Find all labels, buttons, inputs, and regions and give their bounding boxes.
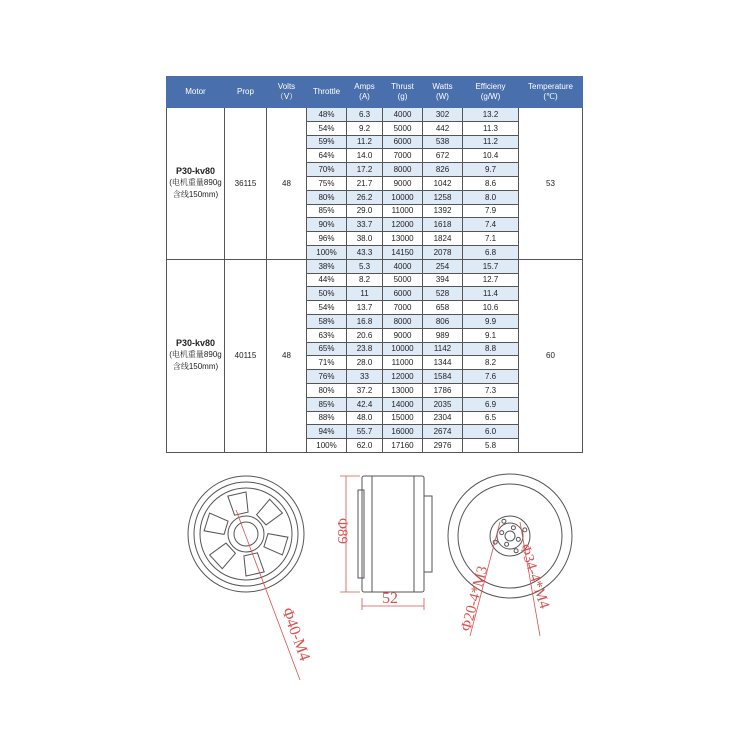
dim-diameter-label: Φ89 <box>334 518 350 544</box>
watts-cell: 806 <box>423 314 463 328</box>
watts-cell: 658 <box>423 301 463 315</box>
table-row <box>167 108 583 122</box>
efficiency-cell: 6.8 <box>463 245 519 259</box>
amps-cell: 9.2 <box>347 121 383 135</box>
watts-cell: 1142 <box>423 342 463 356</box>
rotor-slot <box>257 499 283 525</box>
volts-cell <box>267 108 307 260</box>
throttle-cell: 70% <box>307 163 347 177</box>
dim-front-label: Φ40-M4 <box>278 605 314 664</box>
motor-spec-table <box>166 76 583 453</box>
watts-cell: 672 <box>423 149 463 163</box>
efficiency-cell: 8.8 <box>463 342 519 356</box>
throttle-cell: 96% <box>307 232 347 246</box>
mounting-hole <box>511 526 515 530</box>
motor-cell <box>167 259 225 452</box>
rotor-slot <box>264 534 288 555</box>
header-cell: Prop <box>225 77 267 108</box>
throttle-cell: 100% <box>307 439 347 453</box>
amps-cell: 17.2 <box>347 163 383 177</box>
thrust-cell: 4000 <box>383 259 423 273</box>
efficiency-cell: 7.9 <box>463 204 519 218</box>
efficiency-cell: 9.9 <box>463 314 519 328</box>
watts-cell: 2078 <box>423 245 463 259</box>
efficiency-cell: 8.6 <box>463 176 519 190</box>
efficiency-cell: 12.7 <box>463 273 519 287</box>
watts-cell: 2674 <box>423 425 463 439</box>
throttle-cell: 80% <box>307 190 347 204</box>
efficiency-cell: 6.9 <box>463 397 519 411</box>
thrust-cell: 12000 <box>383 218 423 232</box>
amps-cell: 26.2 <box>347 190 383 204</box>
watts-cell: 989 <box>423 328 463 342</box>
thrust-cell: 11000 <box>383 204 423 218</box>
back-view <box>448 474 572 598</box>
motor-dimension-drawing <box>0 460 750 680</box>
side-view <box>358 476 432 592</box>
watts-cell: 302 <box>423 108 463 122</box>
efficiency-cell: 10.6 <box>463 301 519 315</box>
temperature-cell: 53 <box>519 108 583 260</box>
rotor-slot <box>244 553 264 576</box>
efficiency-cell: 6.0 <box>463 425 519 439</box>
throttle-cell: 71% <box>307 356 347 370</box>
amps-cell: 48.0 <box>347 411 383 425</box>
efficiency-cell: 11.4 <box>463 287 519 301</box>
watts-cell: 1392 <box>423 204 463 218</box>
throttle-cell: 100% <box>307 245 347 259</box>
throttle-cell: 48% <box>307 108 347 122</box>
throttle-cell: 75% <box>307 176 347 190</box>
throttle-cell: 54% <box>307 301 347 315</box>
throttle-cell: 59% <box>307 135 347 149</box>
prop-value: 40115 <box>234 351 257 361</box>
watts-cell: 2304 <box>423 411 463 425</box>
thrust-cell: 11000 <box>383 356 423 370</box>
efficiency-cell: 7.3 <box>463 383 519 397</box>
thrust-cell: 9000 <box>383 328 423 342</box>
throttle-cell: 85% <box>307 204 347 218</box>
amps-cell: 8.2 <box>347 273 383 287</box>
thrust-cell: 14000 <box>383 397 423 411</box>
efficiency-cell: 8.0 <box>463 190 519 204</box>
thrust-cell: 4000 <box>383 108 423 122</box>
thrust-cell: 9000 <box>383 176 423 190</box>
efficiency-cell: 13.2 <box>463 108 519 122</box>
rotor-slot <box>228 492 248 515</box>
motor-name: P30-kv80 <box>175 165 216 176</box>
thrust-cell: 6000 <box>383 135 423 149</box>
amps-cell: 33 <box>347 370 383 384</box>
throttle-cell: 85% <box>307 397 347 411</box>
header-cell: Thrust (g) <box>383 77 423 108</box>
thrust-cell: 7000 <box>383 149 423 163</box>
amps-cell: 33.7 <box>347 218 383 232</box>
thrust-cell: 5000 <box>383 273 423 287</box>
efficiency-cell: 9.1 <box>463 328 519 342</box>
watts-cell: 254 <box>423 259 463 273</box>
prop-cell <box>225 108 267 260</box>
volts-cell <box>267 259 307 452</box>
amps-cell: 20.6 <box>347 328 383 342</box>
motor-name: P30-kv80 <box>175 338 216 349</box>
motor-note: (电机重量890g含线150mm) <box>169 350 222 372</box>
efficiency-cell: 7.6 <box>463 370 519 384</box>
header-cell: Motor <box>167 77 225 108</box>
mounting-hole <box>502 519 506 523</box>
dim-back-outer-label: Φ34-4*M4 <box>516 542 553 611</box>
header-cell: Volts （V） <box>267 77 307 108</box>
dim-back-inner-label: Φ20-4*M3 <box>458 564 492 634</box>
throttle-cell: 50% <box>307 287 347 301</box>
throttle-cell: 65% <box>307 342 347 356</box>
front-view <box>188 476 304 592</box>
watts-cell: 2976 <box>423 439 463 453</box>
efficiency-cell: 7.4 <box>463 218 519 232</box>
header-cell: Throttle <box>307 77 347 108</box>
thrust-cell: 6000 <box>383 287 423 301</box>
amps-cell: 28.0 <box>347 356 383 370</box>
rotor-slot <box>204 513 228 534</box>
efficiency-cell: 5.8 <box>463 439 519 453</box>
thrust-cell: 10000 <box>383 342 423 356</box>
watts-cell: 442 <box>423 121 463 135</box>
watts-cell: 1584 <box>423 370 463 384</box>
thrust-cell: 16000 <box>383 425 423 439</box>
prop-value: 36115 <box>234 178 257 188</box>
thrust-cell: 7000 <box>383 301 423 315</box>
temperature-cell: 60 <box>519 259 583 452</box>
amps-cell: 5.3 <box>347 259 383 273</box>
header-cell: Amps (A) <box>347 77 383 108</box>
rotor-slot <box>210 543 236 569</box>
front-dimension <box>236 510 313 680</box>
watts-cell: 1618 <box>423 218 463 232</box>
thrust-cell: 13000 <box>383 383 423 397</box>
watts-cell: 1258 <box>423 190 463 204</box>
volts-value: 48 <box>282 178 291 188</box>
motor-note: (电机重量890g含线150mm) <box>169 177 222 199</box>
throttle-cell: 76% <box>307 370 347 384</box>
throttle-cell: 38% <box>307 259 347 273</box>
prop-cell <box>225 259 267 452</box>
header-cell: Efficieny (g/W) <box>463 77 519 108</box>
thrust-cell: 10000 <box>383 190 423 204</box>
dim-width-label: 52 <box>382 590 398 607</box>
header-cell: Watts (W) <box>423 77 463 108</box>
throttle-cell: 63% <box>307 328 347 342</box>
amps-cell: 55.7 <box>347 425 383 439</box>
mounting-hole <box>505 542 509 546</box>
amps-cell: 62.0 <box>347 439 383 453</box>
thrust-cell: 5000 <box>383 121 423 135</box>
throttle-cell: 54% <box>307 121 347 135</box>
efficiency-cell: 6.5 <box>463 411 519 425</box>
thrust-cell: 12000 <box>383 370 423 384</box>
efficiency-cell: 8.2 <box>463 356 519 370</box>
amps-cell: 13.7 <box>347 301 383 315</box>
amps-cell: 16.8 <box>347 314 383 328</box>
throttle-cell: 94% <box>307 425 347 439</box>
amps-cell: 14.0 <box>347 149 383 163</box>
throttle-cell: 44% <box>307 273 347 287</box>
mounting-hole <box>516 537 520 541</box>
watts-cell: 1824 <box>423 232 463 246</box>
amps-cell: 21.7 <box>347 176 383 190</box>
thrust-cell: 8000 <box>383 163 423 177</box>
throttle-cell: 58% <box>307 314 347 328</box>
thrust-cell: 14150 <box>383 245 423 259</box>
amps-cell: 11.2 <box>347 135 383 149</box>
back-dimensions <box>458 522 552 636</box>
watts-cell: 1786 <box>423 383 463 397</box>
watts-cell: 826 <box>423 163 463 177</box>
throttle-cell: 64% <box>307 149 347 163</box>
amps-cell: 38.0 <box>347 232 383 246</box>
watts-cell: 528 <box>423 287 463 301</box>
efficiency-cell: 15.7 <box>463 259 519 273</box>
watts-cell: 1344 <box>423 356 463 370</box>
mounting-hole <box>500 531 504 535</box>
table-row <box>167 259 583 273</box>
watts-cell: 394 <box>423 273 463 287</box>
watts-cell: 538 <box>423 135 463 149</box>
efficiency-cell: 11.3 <box>463 121 519 135</box>
table-header-row <box>167 77 583 108</box>
amps-cell: 11 <box>347 287 383 301</box>
mounting-hole <box>523 528 527 532</box>
watts-cell: 2035 <box>423 397 463 411</box>
efficiency-cell: 9.7 <box>463 163 519 177</box>
efficiency-cell: 11.2 <box>463 135 519 149</box>
header-cell: Temperature (℃) <box>519 77 583 108</box>
amps-cell: 23.8 <box>347 342 383 356</box>
watts-cell: 1042 <box>423 176 463 190</box>
volts-value: 48 <box>282 351 291 361</box>
motor-cell <box>167 108 225 260</box>
thrust-cell: 13000 <box>383 232 423 246</box>
amps-cell: 37.2 <box>347 383 383 397</box>
thrust-cell: 8000 <box>383 314 423 328</box>
efficiency-cell: 7.1 <box>463 232 519 246</box>
throttle-cell: 90% <box>307 218 347 232</box>
efficiency-cell: 10.4 <box>463 149 519 163</box>
table-body <box>167 108 583 453</box>
thrust-cell: 15000 <box>383 411 423 425</box>
throttle-cell: 88% <box>307 411 347 425</box>
amps-cell: 43.3 <box>347 245 383 259</box>
amps-cell: 42.4 <box>347 397 383 411</box>
amps-cell: 6.3 <box>347 108 383 122</box>
thrust-cell: 17160 <box>383 439 423 453</box>
throttle-cell: 80% <box>307 383 347 397</box>
amps-cell: 29.0 <box>347 204 383 218</box>
